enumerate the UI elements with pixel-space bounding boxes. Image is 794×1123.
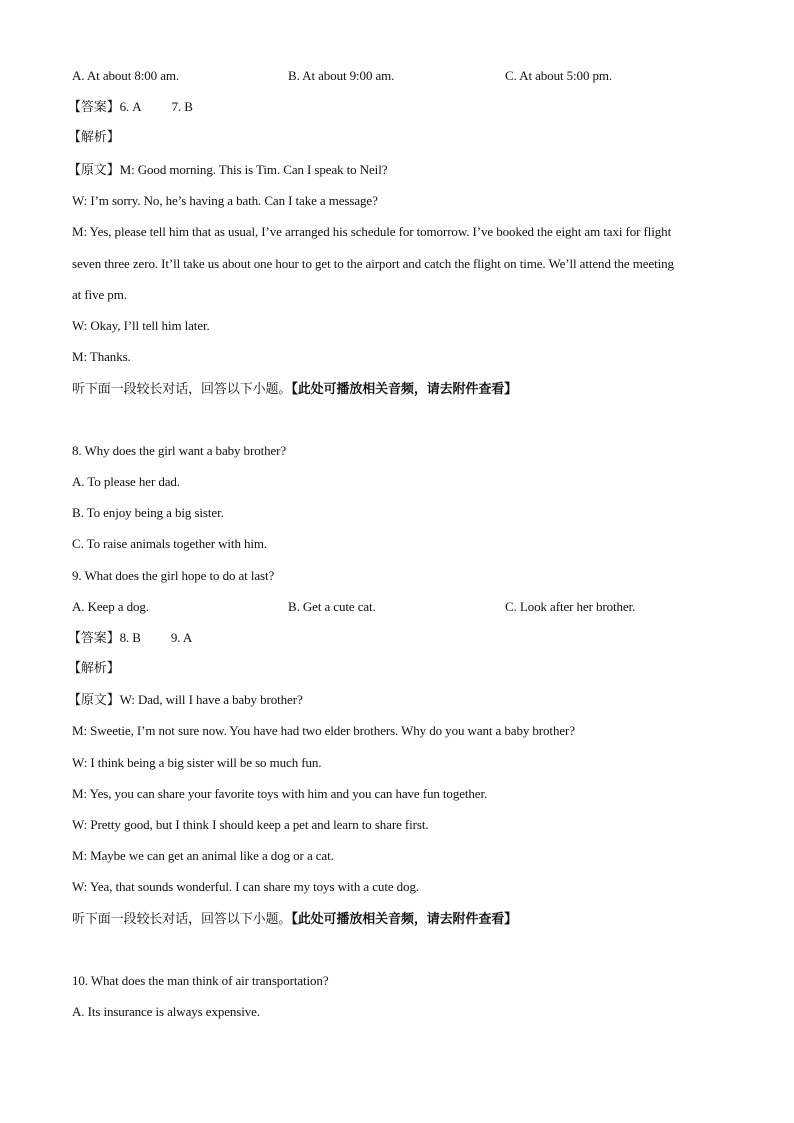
instruction-line-2 — [72, 911, 517, 928]
transcript-2-line-2: M: Sweetie, I’m not sure now. You have had two elder brothers. Why do you want a baby brother? — [72, 723, 575, 738]
original-tag: 【原文】 — [68, 163, 120, 178]
q9-option-c: C. Look after her brother. — [505, 599, 636, 614]
answer-line-2 — [68, 630, 192, 647]
transcript-2-line-1: 【原文】W: Dad, will I have a baby brother? — [68, 692, 303, 708]
analysis-tag-1: 【解析】 — [68, 130, 120, 145]
q7-option-b: B. At about 9:00 am. — [288, 68, 395, 83]
answer-tag: 【答案】 — [68, 100, 120, 115]
q10-option-a: A. Its insurance is always expensive. — [72, 1004, 260, 1019]
transcript-1-line-5: at five pm. — [72, 287, 127, 302]
instruction-line-1 — [72, 381, 517, 398]
q9-option-a: A. Keep a dog. — [72, 599, 149, 614]
answer-9: 9. A — [170, 630, 193, 645]
original-tag: 【原文】 — [68, 693, 120, 708]
answer-tag: 【答案】 — [68, 631, 120, 646]
answer-7: 7. B — [171, 99, 193, 114]
transcript-2-line-3: W: I think being a big sister will be so much fun. — [72, 755, 322, 770]
transcript-2-line-5: W: Pretty good, but I think I should keep a pet and learn to share first. — [72, 817, 429, 832]
transcript-2-line-6: M: Maybe we can get an animal like a dog or a cat. — [72, 848, 334, 863]
q8-option-c: C. To raise animals together with him. — [72, 536, 268, 551]
analysis-tag-2: 【解析】 — [68, 661, 120, 676]
instruction-text: 听下面一段较长对话，回答以下小题。 — [72, 912, 292, 927]
transcript-1-line-1: 【原文】M: Good morning. This is Tim. Can I speak to Neil? — [68, 162, 388, 178]
q7-option-a: A. At about 8:00 am. — [72, 68, 180, 83]
transcript-1-line-4: seven three zero. It’ll take us about one hour to get to the airport and catch the flight on time. We’ll attend the meeting — [72, 256, 674, 271]
transcript-1-line-3: M: Yes, please tell him that as usual, I’ve arranged his schedule for tomorrow. I’ve booked the eight am taxi for flight — [72, 224, 672, 239]
question-9: 9. What does the girl hope to do at last? — [72, 568, 275, 583]
answer-6: 6. A — [119, 99, 142, 114]
transcript-1-line-7: M: Thanks. — [72, 349, 131, 364]
answer-8: 8. B — [119, 630, 141, 645]
q9-option-b: B. Get a cute cat. — [288, 599, 376, 614]
audio-note: 【此处可播放相关音频，请去附件查看】 — [291, 382, 518, 397]
transcript-1-line-6: W: Okay, I’ll tell him later. — [72, 318, 210, 333]
question-10: 10. What does the man think of air transportation? — [72, 973, 329, 988]
q8-option-b: B. To enjoy being a big sister. — [72, 505, 224, 520]
transcript-2-line-7: W: Yea, that sounds wonderful. I can share my toys with a cute dog. — [72, 879, 419, 894]
q7-option-c: C. At about 5:00 pm. — [505, 68, 613, 83]
q8-option-a: A. To please her dad. — [72, 474, 180, 489]
instruction-text: 听下面一段较长对话，回答以下小题。 — [72, 382, 292, 397]
transcript-2-line-4: M: Yes, you can share your favorite toys with him and you can have fun together. — [72, 786, 488, 801]
answer-line-1 — [68, 99, 193, 116]
question-8: 8. Why does the girl want a baby brother? — [72, 443, 287, 458]
audio-note: 【此处可播放相关音频，请去附件查看】 — [291, 912, 518, 927]
transcript-1-line-2: W: I’m sorry. No, he’s having a bath. Can I take a message? — [72, 193, 378, 208]
